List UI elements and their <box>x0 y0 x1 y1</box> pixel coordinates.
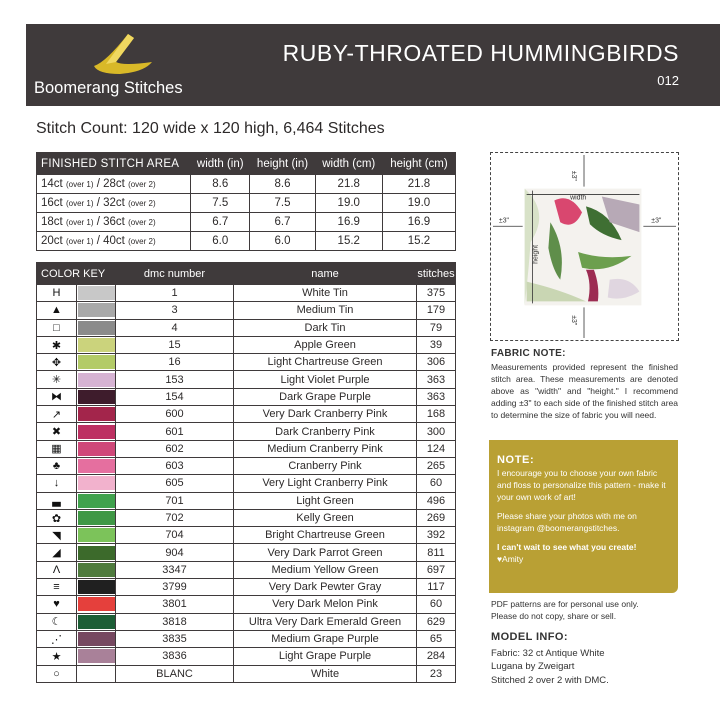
count-note: (over 1) <box>65 218 94 227</box>
margin-label-right: ±3" <box>651 217 662 225</box>
stitch-symbol-icon: ✖ <box>51 426 62 439</box>
usage-line: Please do not copy, share or sell. <box>491 611 617 621</box>
stitch-count-cell: 496 <box>417 492 456 509</box>
width-cm: 16.9 <box>315 213 382 232</box>
note-highlight: I can't wait to see what you create! <box>497 542 637 552</box>
stitch-count-cell: 79 <box>417 319 456 336</box>
color-key-row <box>37 527 456 544</box>
col-header: FINISHED STITCH AREA <box>37 153 191 175</box>
color-swatch <box>78 615 115 629</box>
swatch-cell <box>77 457 116 474</box>
symbol-cell <box>37 354 77 371</box>
model-info-heading: MODEL INFO: <box>491 631 568 643</box>
color-name: Dark Grape Purple <box>234 388 417 405</box>
swatch-cell <box>77 440 116 457</box>
stitch-symbol-icon: ▃ <box>52 495 61 508</box>
finished-area-row <box>37 213 456 232</box>
dmc-number: 1 <box>116 285 234 302</box>
color-swatch <box>78 407 115 421</box>
stitch-count-cell: 284 <box>417 648 456 665</box>
col-header: name <box>234 263 417 285</box>
dmc-number: 3835 <box>116 630 234 647</box>
color-key-row <box>37 648 456 665</box>
dmc-number: 3347 <box>116 561 234 578</box>
symbol-cell <box>37 630 77 647</box>
symbol-cell <box>37 423 77 440</box>
dmc-number: 701 <box>116 492 234 509</box>
swatch-cell <box>77 406 116 423</box>
stitch-symbol-icon: ★ <box>51 650 62 663</box>
color-name: Very Dark Melon Pink <box>234 596 417 613</box>
color-name: Very Dark Cranberry Pink <box>234 406 417 423</box>
pattern-preview <box>525 189 642 306</box>
color-key-row <box>37 475 456 492</box>
stitch-symbol-icon: □ <box>53 321 60 334</box>
fabric-note-heading: FABRIC NOTE: <box>491 348 566 359</box>
boomerang-logo <box>86 32 156 80</box>
width-in: 7.5 <box>191 194 250 213</box>
color-key-row <box>37 630 456 647</box>
color-key-row <box>37 665 456 682</box>
color-name: Very Light Cranberry Pink <box>234 475 417 492</box>
dmc-number: 3801 <box>116 596 234 613</box>
stitch-count-cell: 117 <box>417 579 456 596</box>
width-cm: 19.0 <box>315 194 382 213</box>
stitch-count-cell: 23 <box>417 665 456 682</box>
stitch-symbol-icon: ✿ <box>51 512 62 525</box>
color-name: Dark Cranberry Pink <box>234 423 417 440</box>
color-swatch <box>78 390 115 404</box>
dmc-number: 603 <box>116 457 234 474</box>
stitch-count-cell: 697 <box>417 561 456 578</box>
swatch-cell <box>77 388 116 405</box>
color-key-row <box>37 371 456 388</box>
stitch-symbol-icon: ↓ <box>53 477 60 490</box>
dmc-number: 15 <box>116 336 234 353</box>
color-name: Apple Green <box>234 336 417 353</box>
count-note: (over 2) <box>128 180 156 189</box>
width-in: 8.6 <box>191 175 250 194</box>
color-swatch <box>78 667 115 681</box>
symbol-cell <box>37 406 77 423</box>
color-swatch <box>78 511 115 525</box>
symbol-cell <box>37 561 77 578</box>
stitch-symbol-icon: ⋰ <box>51 633 62 646</box>
stitch-symbol-icon: ▦ <box>51 443 62 456</box>
stitch-count-cell: 306 <box>417 354 456 371</box>
count-over-2: 28ct <box>103 178 125 190</box>
stitch-symbol-icon: H <box>52 287 61 300</box>
header-bar <box>26 24 720 106</box>
col-header: width (cm) <box>315 153 382 175</box>
stitch-count-cell: 392 <box>417 527 456 544</box>
height-cm: 21.8 <box>382 175 455 194</box>
height-cm: 16.9 <box>382 213 455 232</box>
count-separator: / <box>93 235 104 247</box>
stitch-count-cell: 168 <box>417 406 456 423</box>
height-in: 7.5 <box>250 194 315 213</box>
color-key-row <box>37 302 456 319</box>
height-in: 6.0 <box>250 232 315 251</box>
symbol-cell <box>37 527 77 544</box>
stitch-count-cell: 39 <box>417 336 456 353</box>
stitch-symbol-icon: ◢ <box>52 547 61 560</box>
swatch-cell <box>77 319 116 336</box>
stitch-count-cell: 179 <box>417 302 456 319</box>
color-name: Dark Tin <box>234 319 417 336</box>
stitch-count-cell: 60 <box>417 596 456 613</box>
color-name: Medium Grape Purple <box>234 630 417 647</box>
symbol-cell <box>37 336 77 353</box>
color-key-row <box>37 492 456 509</box>
swatch-cell <box>77 371 116 388</box>
swatch-cell <box>77 492 116 509</box>
stitch-count <box>36 120 385 138</box>
brand-name: Boomerang Stitches <box>34 79 183 97</box>
stitch-count-cell: 363 <box>417 388 456 405</box>
height-in: 6.7 <box>250 213 315 232</box>
color-key-table <box>36 262 456 683</box>
stitch-symbol-icon: ♣ <box>52 460 61 473</box>
count-over-1: 18ct <box>41 216 63 228</box>
color-name: Light Grape Purple <box>234 648 417 665</box>
dmc-number: 704 <box>116 527 234 544</box>
count-note: (over 1) <box>65 237 94 246</box>
count-note: (over 1) <box>65 199 94 208</box>
color-name: Very Dark Parrot Green <box>234 544 417 561</box>
symbol-cell <box>37 492 77 509</box>
symbol-cell <box>37 457 77 474</box>
finished-area-row <box>37 175 456 194</box>
count-note: (over 1) <box>65 180 94 189</box>
color-key-row <box>37 388 456 405</box>
color-key-row <box>37 319 456 336</box>
count-over-1: 16ct <box>41 197 63 209</box>
margin-label-left: ±3" <box>498 217 510 225</box>
usage-line: PDF patterns are for personal use only. <box>491 599 639 609</box>
symbol-cell <box>37 665 77 682</box>
width-in: 6.0 <box>191 232 250 251</box>
color-name: White <box>234 665 417 682</box>
count-note: (over 2) <box>128 199 156 208</box>
color-swatch <box>78 476 115 490</box>
color-key-row <box>37 509 456 526</box>
color-swatch <box>78 649 115 663</box>
color-key-row <box>37 596 456 613</box>
dmc-number: 16 <box>116 354 234 371</box>
margin-label-bottom: ±3" <box>570 315 578 326</box>
width-cm: 15.2 <box>315 232 382 251</box>
dmc-number: 3799 <box>116 579 234 596</box>
color-name: Medium Tin <box>234 302 417 319</box>
dmc-number: 4 <box>116 319 234 336</box>
swatch-cell <box>77 544 116 561</box>
dmc-number: 154 <box>116 388 234 405</box>
color-swatch <box>78 546 115 560</box>
dmc-number: 904 <box>116 544 234 561</box>
fabric-count <box>37 175 191 194</box>
col-header: stitches <box>417 263 456 285</box>
finished-area-row <box>37 194 456 213</box>
width-cm: 21.8 <box>315 175 382 194</box>
color-swatch <box>78 355 115 369</box>
swatch-cell <box>77 648 116 665</box>
model-info-line: Lugana by Zweigart <box>491 661 575 672</box>
symbol-cell <box>37 285 77 302</box>
col-header: height (in) <box>250 153 315 175</box>
note-box <box>489 440 678 593</box>
stitch-symbol-icon: ✥ <box>51 356 62 369</box>
fabric-count <box>37 194 191 213</box>
symbol-cell <box>37 388 77 405</box>
symbol-cell <box>37 596 77 613</box>
stitch-count-label: Stitch Count: <box>36 120 128 137</box>
color-key-row <box>37 544 456 561</box>
pattern-title: RUBY-THROATED HUMMINGBIRDS <box>282 40 679 66</box>
color-name: Medium Yellow Green <box>234 561 417 578</box>
col-header: height (cm) <box>382 153 455 175</box>
symbol-cell <box>37 371 77 388</box>
color-swatch <box>78 528 115 542</box>
fabric-note <box>491 348 678 421</box>
color-name: Medium Cranberry Pink <box>234 440 417 457</box>
swatch-cell <box>77 336 116 353</box>
swatch-cell <box>77 579 116 596</box>
count-over-2: 32ct <box>103 197 125 209</box>
stitch-symbol-icon: ○ <box>53 667 60 680</box>
stitch-symbol-icon: Λ <box>52 563 61 576</box>
swatch-cell <box>77 285 116 302</box>
stitch-count-cell: 269 <box>417 509 456 526</box>
symbol-cell <box>37 544 77 561</box>
model-info-line: Stitched 2 over 2 with DMC. <box>491 674 609 686</box>
symbol-cell <box>37 319 77 336</box>
color-name: White Tin <box>234 285 417 302</box>
color-name: Ultra Very Dark Emerald Green <box>234 613 417 630</box>
count-separator: / <box>93 197 104 209</box>
stitch-symbol-icon: ≡ <box>53 581 60 594</box>
swatch-cell <box>77 561 116 578</box>
stitch-count-cell: 375 <box>417 285 456 302</box>
height-in: 8.6 <box>250 175 315 194</box>
color-swatch <box>78 338 115 352</box>
swatch-cell <box>77 302 116 319</box>
swatch-cell <box>77 665 116 682</box>
model-info-line: Fabric: 32 ct Antique White <box>491 647 605 659</box>
color-key-row <box>37 613 456 630</box>
fabric-size-diagram <box>490 152 679 341</box>
symbol-cell <box>37 302 77 319</box>
color-name: Light Violet Purple <box>234 371 417 388</box>
height-cm: 15.2 <box>382 232 455 251</box>
count-note: (over 2) <box>128 237 156 246</box>
width-in: 6.7 <box>191 213 250 232</box>
swatch-cell <box>77 527 116 544</box>
symbol-cell <box>37 648 77 665</box>
count-over-1: 20ct <box>41 235 63 247</box>
dmc-number: 602 <box>116 440 234 457</box>
color-key-header <box>37 263 456 285</box>
note-heading: NOTE: <box>497 454 535 466</box>
usage-note <box>491 598 691 622</box>
stitch-symbol-icon: ♥ <box>53 598 60 611</box>
finished-area-header <box>37 153 456 175</box>
swatch-cell <box>77 475 116 492</box>
dmc-number: 702 <box>116 509 234 526</box>
stitch-count-cell: 265 <box>417 457 456 474</box>
stitch-count-cell: 124 <box>417 440 456 457</box>
color-key-row <box>37 336 456 353</box>
width-label: width <box>570 194 587 202</box>
dmc-number: 605 <box>116 475 234 492</box>
color-key-row <box>37 406 456 423</box>
color-name: Light Green <box>234 492 417 509</box>
fabric-note-body: Measurements provided represent the finished stitch area. These measurements are denoted above as "width" and "height." I recommend adding ±3" to each side of the finished stitch area to determine the size of fabric you will need. <box>491 362 678 420</box>
swatch-cell <box>77 596 116 613</box>
swatch-cell <box>77 354 116 371</box>
stitch-symbol-icon: ↗ <box>51 408 62 421</box>
symbol-cell <box>37 579 77 596</box>
symbol-cell <box>37 440 77 457</box>
color-key-row <box>37 440 456 457</box>
margin-label-top: ±3" <box>570 170 578 181</box>
dmc-number: 3 <box>116 302 234 319</box>
fabric-count <box>37 213 191 232</box>
color-key-row <box>37 579 456 596</box>
fabric-count <box>37 232 191 251</box>
model-info <box>491 631 691 687</box>
symbol-cell <box>37 475 77 492</box>
stitch-symbol-icon: ⧓ <box>51 391 62 404</box>
color-name: Bright Chartreuse Green <box>234 527 417 544</box>
count-separator: / <box>93 178 104 190</box>
stitch-count-cell: 300 <box>417 423 456 440</box>
color-swatch <box>78 321 115 335</box>
color-key-row <box>37 423 456 440</box>
count-note: (over 2) <box>128 218 156 227</box>
swatch-cell <box>77 509 116 526</box>
height-cm: 19.0 <box>382 194 455 213</box>
color-swatch <box>78 632 115 646</box>
color-swatch <box>78 597 115 611</box>
color-name: Kelly Green <box>234 509 417 526</box>
stitch-count-cell: 363 <box>417 371 456 388</box>
color-swatch <box>78 442 115 456</box>
pattern-number: 012 <box>657 73 679 88</box>
color-swatch <box>78 286 115 300</box>
stitch-symbol-icon: ▲ <box>51 304 62 317</box>
color-name: Very Dark Pewter Gray <box>234 579 417 596</box>
note-paragraph: Please share your photos with me on instagram @boomerangstitches. <box>497 511 637 533</box>
count-separator: / <box>93 216 104 228</box>
swatch-cell <box>77 423 116 440</box>
swatch-cell <box>77 613 116 630</box>
color-key-row <box>37 457 456 474</box>
col-header: COLOR KEY <box>37 263 116 285</box>
stitch-symbol-icon: ✳ <box>51 374 62 387</box>
dmc-number: 3818 <box>116 613 234 630</box>
stitch-count-cell: 60 <box>417 475 456 492</box>
color-swatch <box>78 563 115 577</box>
swatch-cell <box>77 630 116 647</box>
finished-area-table <box>36 152 456 251</box>
color-key-row <box>37 354 456 371</box>
stitch-symbol-icon: ✱ <box>51 339 62 352</box>
color-name: Light Chartreuse Green <box>234 354 417 371</box>
stitch-count-cell: 629 <box>417 613 456 630</box>
dmc-number: 600 <box>116 406 234 423</box>
dmc-number: 3836 <box>116 648 234 665</box>
color-swatch <box>78 494 115 508</box>
height-label: height <box>532 244 540 264</box>
color-name: Cranberry Pink <box>234 457 417 474</box>
color-swatch <box>78 580 115 594</box>
count-over-1: 14ct <box>41 178 63 190</box>
symbol-cell <box>37 613 77 630</box>
note-paragraph: I encourage you to choose your own fabric and floss to personalize this pattern - make it your own work of art! <box>497 468 666 502</box>
finished-area-row <box>37 232 456 251</box>
stitch-count-cell: 811 <box>417 544 456 561</box>
count-over-2: 40ct <box>103 235 125 247</box>
stitch-count-value: 120 wide x 120 high, 6,464 Stitches <box>127 120 385 137</box>
col-header: dmc number <box>116 263 234 285</box>
color-swatch <box>78 459 115 473</box>
color-swatch <box>78 373 115 387</box>
col-header: width (in) <box>191 153 250 175</box>
color-swatch <box>78 425 115 439</box>
count-over-2: 36ct <box>103 216 125 228</box>
stitch-symbol-icon: ☾ <box>51 616 62 629</box>
dmc-number: 153 <box>116 371 234 388</box>
color-key-row <box>37 285 456 302</box>
symbol-cell <box>37 509 77 526</box>
dmc-number: 601 <box>116 423 234 440</box>
stitch-count-cell: 65 <box>417 630 456 647</box>
note-signature: ♥Amity <box>497 554 524 564</box>
color-key-row <box>37 561 456 578</box>
dmc-number: BLANC <box>116 665 234 682</box>
color-swatch <box>78 303 115 317</box>
stitch-symbol-icon: ◥ <box>52 529 61 542</box>
